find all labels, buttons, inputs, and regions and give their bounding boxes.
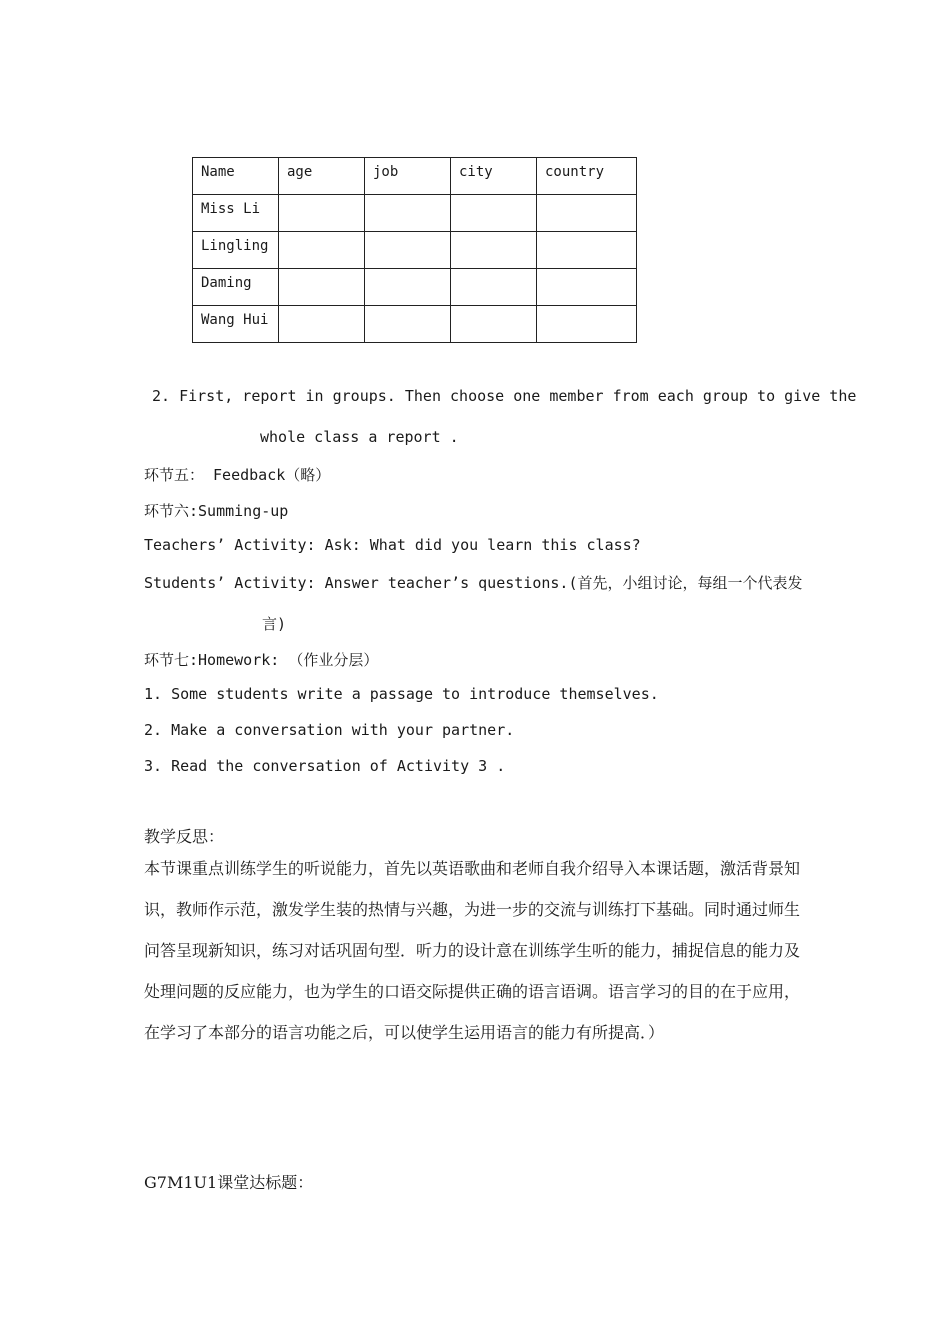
table-cell <box>279 195 365 232</box>
quiz-title: G7M1U1课堂达标题： <box>144 1173 314 1192</box>
table-cell <box>451 232 537 269</box>
table-row <box>193 195 637 232</box>
section-seven-heading: 环节七:Homework: （作业分层） <box>144 651 379 669</box>
header-name: Name <box>193 158 279 195</box>
table-cell <box>451 269 537 306</box>
header-job: job <box>365 158 451 195</box>
homework-item: 1. Some students write a passage to introduce themselves. <box>144 685 659 703</box>
table-cell <box>365 269 451 306</box>
reflection-body: 本节课重点训练学生的听说能力，首先以英语歌曲和老师自我介绍导入本课话题，激活背景知识，教师作示范，激发学生装的热情与兴趣，为进一步的交流与训练打下基础。同时通过师生问答呈现新知识，练习对话巩固句型．听力的设计意在训练学生听的能力，捕捉信息的能力及处理问题的反应能力，也为学生的口语交际提供正确的语言语调。语言学习的目的在于应用，在学习了本部分的语言功能之后，可以使学生运用语言的能力有所提高．） <box>144 859 801 1042</box>
table-row <box>193 306 637 343</box>
table-cell <box>537 232 637 269</box>
table-cell: Lingling <box>193 232 279 269</box>
table-cell: Daming <box>193 269 279 306</box>
table-cell <box>279 269 365 306</box>
table-row <box>193 269 637 306</box>
table-cell: Wang Hui <box>193 306 279 343</box>
table-cell <box>365 306 451 343</box>
table-cell <box>451 306 537 343</box>
header-city: city <box>451 158 537 195</box>
table-cell <box>537 306 637 343</box>
section-six-heading: 环节六:Summing-up <box>144 502 289 520</box>
header-age: age <box>279 158 365 195</box>
table-header-row <box>193 158 637 195</box>
table-cell: Miss Li <box>193 195 279 232</box>
reflection-title: 教学反思： <box>144 827 225 846</box>
teachers-activity: Teachers’ Activity: Ask: What did you learn this class? <box>144 536 641 554</box>
step2-line2: whole class a report . <box>260 428 459 446</box>
header-country: country <box>537 158 637 195</box>
table-cell <box>365 232 451 269</box>
table-cell <box>279 232 365 269</box>
step2-line1: 2. First, report in groups. Then choose one member from each group to give the <box>152 387 857 405</box>
table-cell <box>365 195 451 232</box>
info-table <box>192 157 637 343</box>
table-cell <box>279 306 365 343</box>
table-cell <box>451 195 537 232</box>
table-row <box>193 232 637 269</box>
homework-item: 3. Read the conversation of Activity 3 . <box>144 757 506 775</box>
homework-item: 2. Make a conversation with your partner. <box>144 721 515 739</box>
students-activity-line1: Students’ Activity: Answer teacher’s questions.(首先，小组讨论，每组一个代表发 <box>144 574 803 592</box>
table-cell <box>537 269 637 306</box>
table-cell <box>537 195 637 232</box>
section-five-heading: 环节五： Feedback（略） <box>144 466 331 484</box>
students-activity-line2: 言) <box>262 615 287 633</box>
